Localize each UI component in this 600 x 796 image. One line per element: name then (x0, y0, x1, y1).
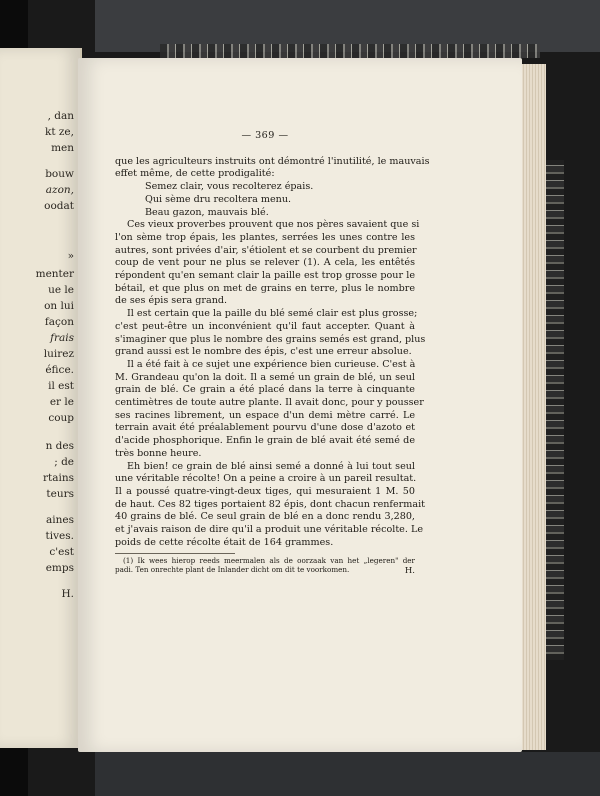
paragraph-line: coup de vent pour ne plus se relever (1). A cela, les entêtés (115, 257, 415, 269)
left-page-line: on lui (44, 300, 74, 312)
left-page-line: kt ze, (44, 126, 74, 138)
paragraph-line: centimètres de toute autre plante. Il avait donc, pour y pousser (115, 397, 424, 409)
left-page-line: , dan (47, 110, 74, 122)
left-page-line: er le (49, 396, 74, 408)
left-page-line: azon, (45, 184, 74, 196)
left-page-line: façon (44, 316, 74, 328)
paragraphs (115, 219, 426, 549)
paragraph-line: de ses épis sera grand. (115, 295, 228, 307)
left-page-line: emps (45, 562, 74, 574)
paragraph-line: d'acide phosphorique. Enfin le grain de blé avait été semé de (115, 435, 415, 447)
left-page-line: coup (48, 412, 74, 424)
paragraph-line: Ces vieux proverbes prouvent que nos pères savaient que si (127, 219, 420, 231)
left-page-line: luirez (43, 348, 74, 360)
paragraph-line: terrain avait été préalablement pourvu d'une dose d'azoto et (115, 422, 415, 434)
paragraph-line: répondent qu'en semant clair la paille est trop grosse pour le (115, 270, 415, 282)
paragraph-line: Il est certain que la paille du blé semé clair est plus grosse; (127, 308, 418, 320)
left-page-line: éfice. (45, 364, 74, 376)
paragraph-line: et j'avais raison de dire qu'il a produit une véritable récolte. Le (115, 524, 424, 536)
text-line: effet même, de cette prodigalité: (115, 168, 275, 180)
opening-lines (115, 155, 430, 181)
paragraph-line: 40 grains de blé. Ce seul grain de blé en a donc rendu 3,280, (115, 511, 415, 523)
paragraph-line: très bonne heure. (115, 447, 202, 459)
left-page-line: c'est (49, 546, 74, 558)
left-page-line: tives. (45, 530, 74, 542)
left-page-line: ue le (48, 284, 74, 296)
paragraph-line: grand aussi est le nombre des épis, c'est une erreur absolue. (115, 346, 412, 358)
proverb-line: Beau gazon, mauvais blé. (145, 206, 269, 218)
left-page-line: aines (46, 514, 74, 526)
proverb-line: Semez clair, vous recolterez épais. (145, 181, 314, 193)
paragraph-line: bétail, et que plus on met de grains en terre, plus le nombre (115, 282, 415, 294)
footnote-line: padi. Ten onrechte plant de Inlander dicht om dit te voorkomen. (115, 564, 350, 574)
paragraph-line: l'on sème trop épais, les plantes, serrées les unes contre les (115, 231, 415, 243)
left-page-line: il est (48, 380, 74, 392)
text-line: que les agriculteurs instruits ont démontré l'inutilité, le mauvais (115, 155, 430, 167)
paragraph-line: autres, sont privées d'air, s'étiolent et se courbent du premier (115, 244, 417, 256)
left-page-line: menter (35, 268, 74, 280)
page-number: — 369 — (241, 130, 289, 141)
paragraph-line: une véritable récolte! On a peine a croire à un pareil resultat. (115, 473, 417, 485)
left-page-line: frais (50, 332, 74, 344)
paragraph-line: grain de blé. Ce grain a été placé dans la terre à cinquante (115, 384, 415, 396)
paragraph-line: poids de cette récolte était de 164 grammes. (115, 536, 334, 548)
paragraph-line: c'est peut-être un inconvénient qu'il faut accepter. Quant à (115, 320, 415, 332)
footnote-line: (1) Ik wees hierop reeds meermalen als de oorzaak van het „legeren" der (123, 555, 415, 565)
signature: H. (404, 565, 415, 576)
proverb-line: Qui sème dru recoltera menu. (145, 193, 292, 205)
proverbs (115, 181, 415, 219)
paragraph-line: de haut. Ces 82 tiges portaient 82 épis, dont chacun renfermait (115, 498, 425, 510)
left-page-line: bouw (45, 168, 74, 180)
left-page-line: men (51, 142, 74, 154)
left-page (0, 48, 82, 748)
left-page-line: » (67, 250, 74, 262)
left-page-line: teurs (46, 488, 74, 500)
paragraph-line: s'imaginer que plus le nombre des grains semés est grand, plus (115, 333, 426, 345)
left-page-line: ; de (54, 456, 74, 468)
page-stack-edge (518, 64, 546, 750)
paragraph-line: Eh bien! ce grain de blé ainsi semé a donné à lui tout seul (127, 460, 415, 472)
paragraph-line: Il a poussé quatre-vingt-deux tiges, qui mesuraient 1 M. 50 (115, 485, 415, 497)
left-page-line: H. (61, 588, 74, 600)
paragraph-line: Il a été fait à ce sujet une expérience bien curieuse. C'est à (127, 358, 416, 370)
page-content (115, 130, 430, 577)
marbled-edge-side (544, 160, 564, 660)
book-cover-bottom (95, 752, 600, 796)
paragraph-line: M. Grandeau qu'on la doit. Il a semé un grain de blé, un seul (115, 371, 415, 383)
left-page-line: rtains (42, 472, 74, 484)
marbled-edge-top (160, 44, 540, 58)
left-page-line: n des (45, 440, 74, 452)
paragraph-line: ses racines librement, un espace d'un demi mètre carré. Le (115, 409, 415, 421)
left-page-line: oodat (44, 200, 74, 212)
